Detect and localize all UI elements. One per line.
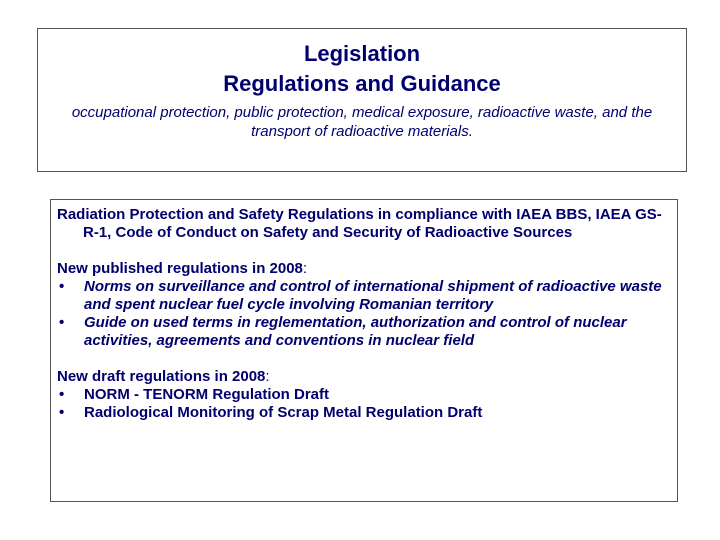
list-item-text: Radiological Monitoring of Scrap Metal Regulation Draft [84,404,483,421]
intro-paragraph: Radiation Protection and Safety Regulations in compliance with IAEA BBS, IAEA GS-R-1, Code of Conduct on Safety and Security of Radioactive Sources [57,206,662,241]
list-item [57,386,669,404]
list-item [57,404,669,422]
bullet-icon: • [59,278,65,295]
published-list [57,278,669,350]
list-item-text: Guide on used terms in reglementation, authorization and control of nuclear activities, agreements and conventions in nuclear field [84,314,627,349]
list-item-text: NORM - TENORM Regulation Draft [84,386,329,403]
header-subtitle: occupational protection, public protection, medical exposure, radioactive waste, and the transport of radioactive materials. [71,104,653,140]
spacer [57,350,669,368]
list-item [57,278,669,314]
list-item [57,314,669,350]
published-section-title [57,260,669,278]
draft-section-title [57,368,669,386]
title-legislation: Legislation [303,41,421,66]
bullet-icon: • [59,314,65,331]
title-regulations-guidance: Regulations and Guidance [223,71,501,96]
header-box [37,28,687,172]
published-title-text: New published regulations in 2008 [57,260,303,277]
bullet-icon: • [59,404,65,421]
spacer [57,242,669,260]
draft-list [57,386,669,422]
published-title-colon: : [302,260,308,277]
draft-title-colon: : [265,368,270,385]
list-item-text: Norms on surveillance and control of international shipment of radioactive waste and spent nuclear fuel cycle involving Romanian territory [84,278,662,313]
draft-title-text: New draft regulations in 2008 [57,368,266,385]
bullet-icon: • [59,386,65,403]
content-box [50,199,678,502]
